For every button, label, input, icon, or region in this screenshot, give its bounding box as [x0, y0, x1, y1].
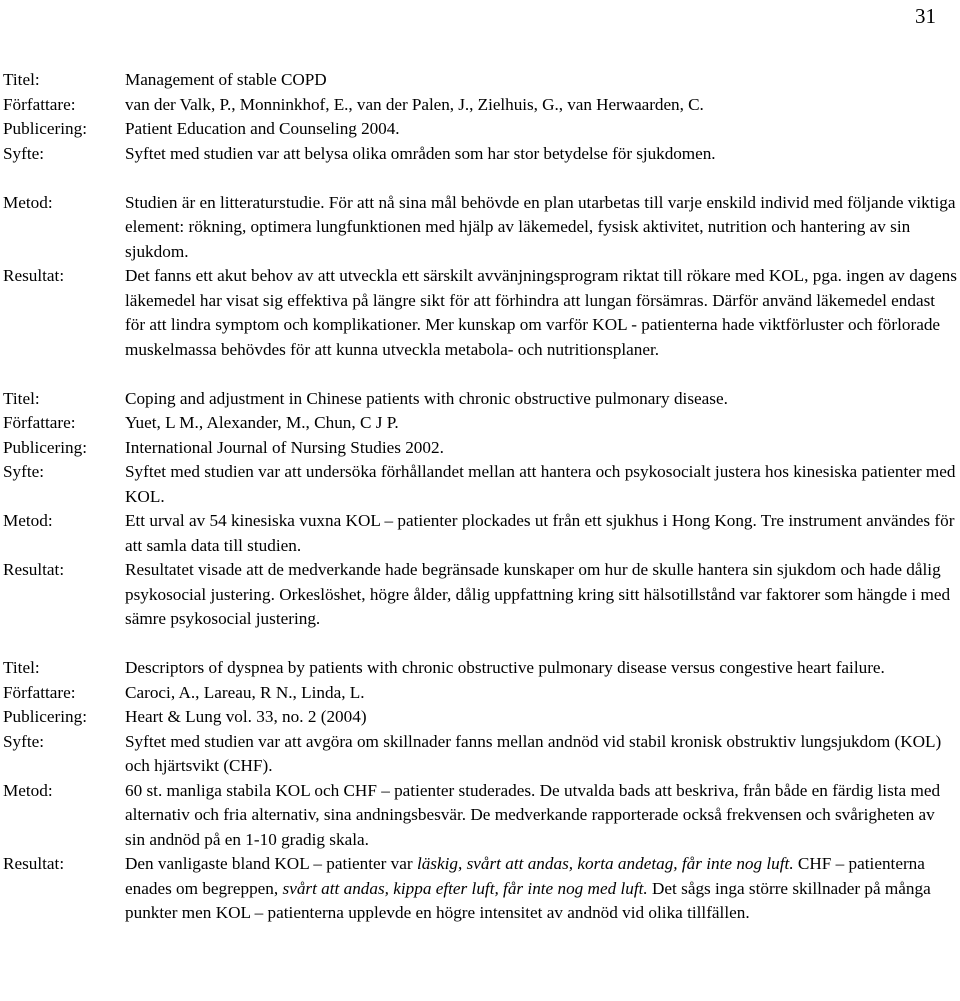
record-2-result-row	[3, 558, 958, 632]
record-1-purpose-row	[3, 142, 958, 167]
record-1-publication-row	[3, 117, 958, 142]
author-value: Caroci, A., Lareau, R N., Linda, L.	[125, 682, 365, 702]
record-3	[3, 656, 958, 926]
purpose-label: Syfte:	[3, 731, 45, 751]
purpose-value: Syftet med studien var att undersöka förhållandet mellan att hantera och psykosocialt justera hos kinesiska patienter med KOL.	[125, 462, 956, 506]
record-3-result-row	[3, 852, 958, 926]
spacer	[3, 166, 958, 191]
title-label: Titel:	[3, 658, 40, 677]
record-2-publication-row	[3, 436, 958, 461]
method-label: Metod:	[3, 780, 53, 800]
method-value: 60 st. manliga stabila KOL och CHF – patienter studerades. De utvalda bads att beskriva, från både en färdig lista med alternativ och fria alternativ, sina andningsbesvär. De medverkande rapporterade också frekvensen och svårigheten av sin andnöd på en 1-10 gradig skala.	[125, 780, 941, 849]
record-1	[3, 68, 958, 362]
record-1-result-row	[3, 264, 958, 362]
result-text-part-2: CHF – patienterna enades om begreppen,	[125, 854, 925, 898]
result-text-part-3: Det sågs inga större skillnader på många punkter men KOL – patienterna upplevde en högre intensitet av andnöd vid olika tillfällen.	[125, 878, 931, 922]
record-3-author-row	[3, 681, 958, 706]
title-value: Coping and adjustment in Chinese patients with chronic obstructive pulmonary disease.	[125, 388, 728, 408]
author-value: Yuet, L M., Alexander, M., Chun, C J P.	[125, 413, 399, 432]
record-1-method-row	[3, 191, 958, 265]
author-label: Författare:	[3, 94, 76, 114]
record-2-purpose-row	[3, 460, 958, 509]
record-3-method-row	[3, 779, 958, 853]
record-2-method-row	[3, 509, 958, 558]
author-value: van der Valk, P., Monninkhof, E., van der Palen, J., Zielhuis, G., van Herwaarden, C.	[125, 94, 704, 114]
publication-label: Publicering:	[3, 437, 88, 457]
record-2-title-row	[3, 387, 958, 412]
method-value: Studien är en litteraturstudie. För att nå sina mål behövde en plan utarbetas till varje enskild individ med följande viktiga element: rökning, optimera lungfunktionen med hjälp av läkemedel, fysisk aktivitet, nutrition och hantering av sin sjukdom.	[125, 192, 956, 261]
record-3-publication-row	[3, 705, 958, 730]
record-2	[3, 387, 958, 632]
result-value: Det fanns ett akut behov av att utveckla ett särskilt avvänjningsprogram riktat till rökare med KOL, pga. ingen av dagens läkemedel har visat sig effektiva på längre sikt för att förhindra att lungan försämras. Därför använd läkemedel endast för att lindra symptom och komplikationer. Mer kunskap om varför KOL - patienterna hade viktförluster och förlorade muskelmassa behövdes för att kunna utveckla metabola- och nutritionsplaner.	[125, 266, 957, 359]
method-label: Metod:	[3, 511, 53, 530]
purpose-value: Syftet med studien var att belysa olika områden som har stor betydelse för sjukdomen.	[125, 143, 716, 163]
result-label: Resultat:	[3, 266, 65, 285]
publication-label: Publicering:	[3, 119, 88, 138]
purpose-label: Syfte:	[3, 462, 45, 481]
publication-value: International Journal of Nursing Studies 2002.	[125, 437, 444, 457]
title-label: Titel:	[3, 70, 40, 89]
result-value	[125, 852, 958, 926]
result-value: Resultatet visade att de medverkande hade begränsade kunskaper om hur de skulle hantera sin sjukdom och hade dålig psykosocial justering. Orkeslöshet, högre ålder, dålig uppfattning kring sitt hälsotillstånd var faktorer som hängde i med sämre psykosocial justering.	[125, 560, 951, 628]
result-italic-quote-2: svårt att andas, kippa efter luft, får inte nog med luft.	[282, 878, 648, 898]
method-value: Ett urval av 54 kinesiska vuxna KOL – patienter plockades ut från ett sjukhus i Hong Kong. Tre instrument användes för att samla data till studien.	[125, 511, 955, 555]
publication-value: Heart & Lung vol. 33, no. 2 (2004)	[125, 707, 367, 726]
record-1-title-row	[3, 68, 958, 93]
spacer	[3, 362, 958, 387]
result-label: Resultat:	[3, 854, 65, 873]
result-italic-quote-1: läskig, svårt att andas, korta andetag, får inte nog luft.	[416, 854, 794, 873]
method-label: Metod:	[3, 192, 53, 212]
result-text-part-1: Den vanligaste bland KOL – patienter var	[125, 854, 417, 873]
publication-value: Patient Education and Counseling 2004.	[125, 119, 400, 138]
page-number: 31	[915, 4, 936, 28]
result-label: Resultat:	[3, 560, 65, 579]
record-2-author-row	[3, 411, 958, 436]
author-label: Författare:	[3, 682, 76, 702]
record-3-purpose-row	[3, 730, 958, 779]
purpose-value: Syftet med studien var att avgöra om skillnader fanns mellan andnöd vid stabil kronisk obstruktiv lungsjukdom (KOL) och hjärtsvikt (CHF).	[125, 731, 942, 775]
title-value: Management of stable COPD	[125, 70, 327, 89]
document-body	[3, 68, 958, 926]
title-value: Descriptors of dyspnea by patients with chronic obstructive pulmonary disease versus congestive heart failure.	[125, 658, 885, 677]
title-label: Titel:	[3, 388, 40, 408]
author-label: Författare:	[3, 413, 76, 432]
record-3-title-row	[3, 656, 958, 681]
record-1-author-row	[3, 93, 958, 118]
spacer	[3, 632, 958, 657]
publication-label: Publicering:	[3, 707, 88, 726]
purpose-label: Syfte:	[3, 143, 45, 163]
